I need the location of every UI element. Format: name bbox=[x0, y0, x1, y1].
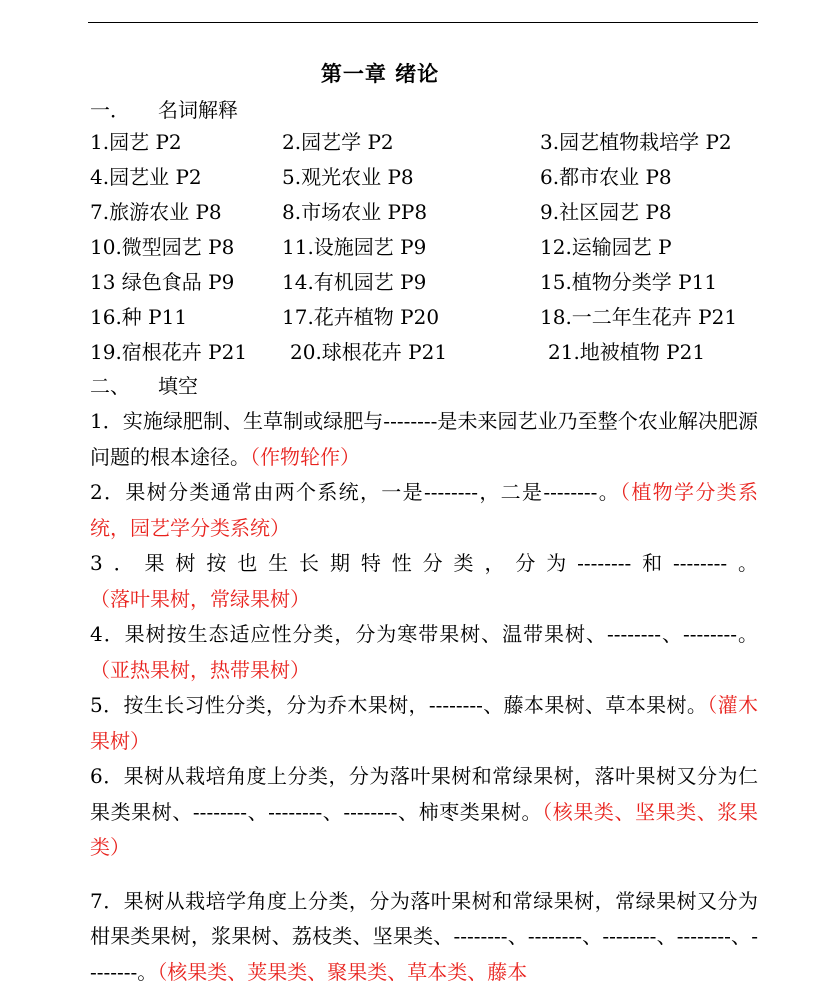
term-row bbox=[90, 196, 770, 231]
question-answer: （落叶果树，常绿果树） bbox=[90, 586, 310, 611]
question-answer: （亚热果树，热带果树） bbox=[90, 657, 310, 682]
section-2-number: 二、 bbox=[90, 374, 130, 398]
term-item: 9.社区园艺 P8 bbox=[540, 200, 672, 224]
terms-table bbox=[90, 126, 770, 371]
question-item bbox=[90, 404, 758, 475]
question-answer: （核果类、荚果类、聚果类、草本类、藤本 bbox=[157, 959, 528, 984]
term-item: 17.花卉植物 P20 bbox=[282, 305, 440, 329]
question-answer: （灌木果树） bbox=[90, 693, 759, 753]
term-row bbox=[90, 231, 770, 266]
question-item bbox=[90, 546, 758, 617]
term-row bbox=[90, 301, 770, 336]
section-2-label: 填空 bbox=[158, 374, 198, 398]
term-item: 11.设施园艺 P9 bbox=[282, 235, 427, 259]
term-item: 21.地被植物 P21 bbox=[548, 340, 706, 364]
term-row bbox=[90, 266, 770, 301]
term-item: 3.园艺植物栽培学 P2 bbox=[540, 130, 732, 154]
term-item: 14.有机园艺 P9 bbox=[282, 270, 427, 294]
question-text: 5．按生长习性分类，分为乔木果树，--------、藤本果树、草本果树。 bbox=[90, 693, 708, 717]
question-item bbox=[90, 884, 758, 990]
chapter-title: 第一章 绪论 bbox=[320, 61, 440, 86]
term-item: 20.球根花卉 P21 bbox=[290, 340, 448, 364]
question-item bbox=[90, 688, 758, 759]
term-item: 7.旅游农业 P8 bbox=[90, 200, 222, 224]
question-text: 2．果树分类通常由两个系统，一是--------，二是--------。 bbox=[90, 480, 621, 504]
term-item: 5.观光农业 P8 bbox=[282, 165, 414, 189]
section-1-heading bbox=[90, 94, 238, 123]
term-item: 13 绿色食品 P9 bbox=[90, 270, 235, 294]
question-text: 4．果树按生态适应性分类，分为寒带果树、温带果树、--------、--------。 bbox=[90, 622, 758, 646]
question-answer: （核果类、坚果类、浆果类） bbox=[90, 799, 759, 859]
term-item: 2.园艺学 P2 bbox=[282, 130, 394, 154]
term-item: 15.植物分类学 P11 bbox=[540, 270, 718, 294]
question-item bbox=[90, 475, 758, 546]
question-answer: （植物学分类系统，园艺学分类系统） bbox=[90, 480, 758, 540]
term-item: 10.微型园艺 P8 bbox=[90, 235, 235, 259]
term-item: 6.都市农业 P8 bbox=[540, 165, 672, 189]
question-answer: （作物轮作） bbox=[250, 444, 360, 469]
question-text: 7．果树从栽培学角度上分类，分为落叶果树和常绿果树，常绿果树又分为柑果类果树，浆果树、荔枝类、坚果类、--------、--------、--------、--------、--------。 bbox=[90, 888, 758, 984]
question-item bbox=[90, 759, 758, 866]
term-item: 12.运输园艺 P bbox=[540, 235, 672, 259]
term-item: 18.一二年生花卉 P21 bbox=[540, 305, 738, 329]
section-1-label: 名词解释 bbox=[158, 98, 238, 122]
header-rule bbox=[88, 22, 758, 23]
question-item bbox=[90, 617, 758, 688]
question-text: 1．实施绿肥制、生草制或绿肥与--------是未来园艺业乃至整个农业解决肥源问题的根本途径。 bbox=[90, 409, 758, 469]
term-row bbox=[90, 336, 770, 371]
term-row bbox=[90, 126, 770, 161]
term-item: 19.宿根花卉 P21 bbox=[90, 340, 248, 364]
question-text: 3．果树按也生长期特性分类，分为--------和--------。 bbox=[90, 551, 758, 575]
term-item: 4.园艺业 P2 bbox=[90, 165, 202, 189]
term-item: 1.园艺 P2 bbox=[90, 130, 182, 154]
question-text: 6．果树从栽培角度上分类，分为落叶果树和常绿果树，落叶果树又分为仁果类果树、--------、--------、--------、柿枣类果树。 bbox=[90, 764, 758, 824]
term-item: 16.种 P11 bbox=[90, 305, 188, 329]
section-1-number: 一． bbox=[90, 98, 130, 122]
term-item: 8.市场农业 PP8 bbox=[282, 200, 428, 224]
questions-list bbox=[90, 404, 758, 990]
section-2-heading bbox=[90, 370, 198, 399]
term-row bbox=[90, 161, 770, 196]
